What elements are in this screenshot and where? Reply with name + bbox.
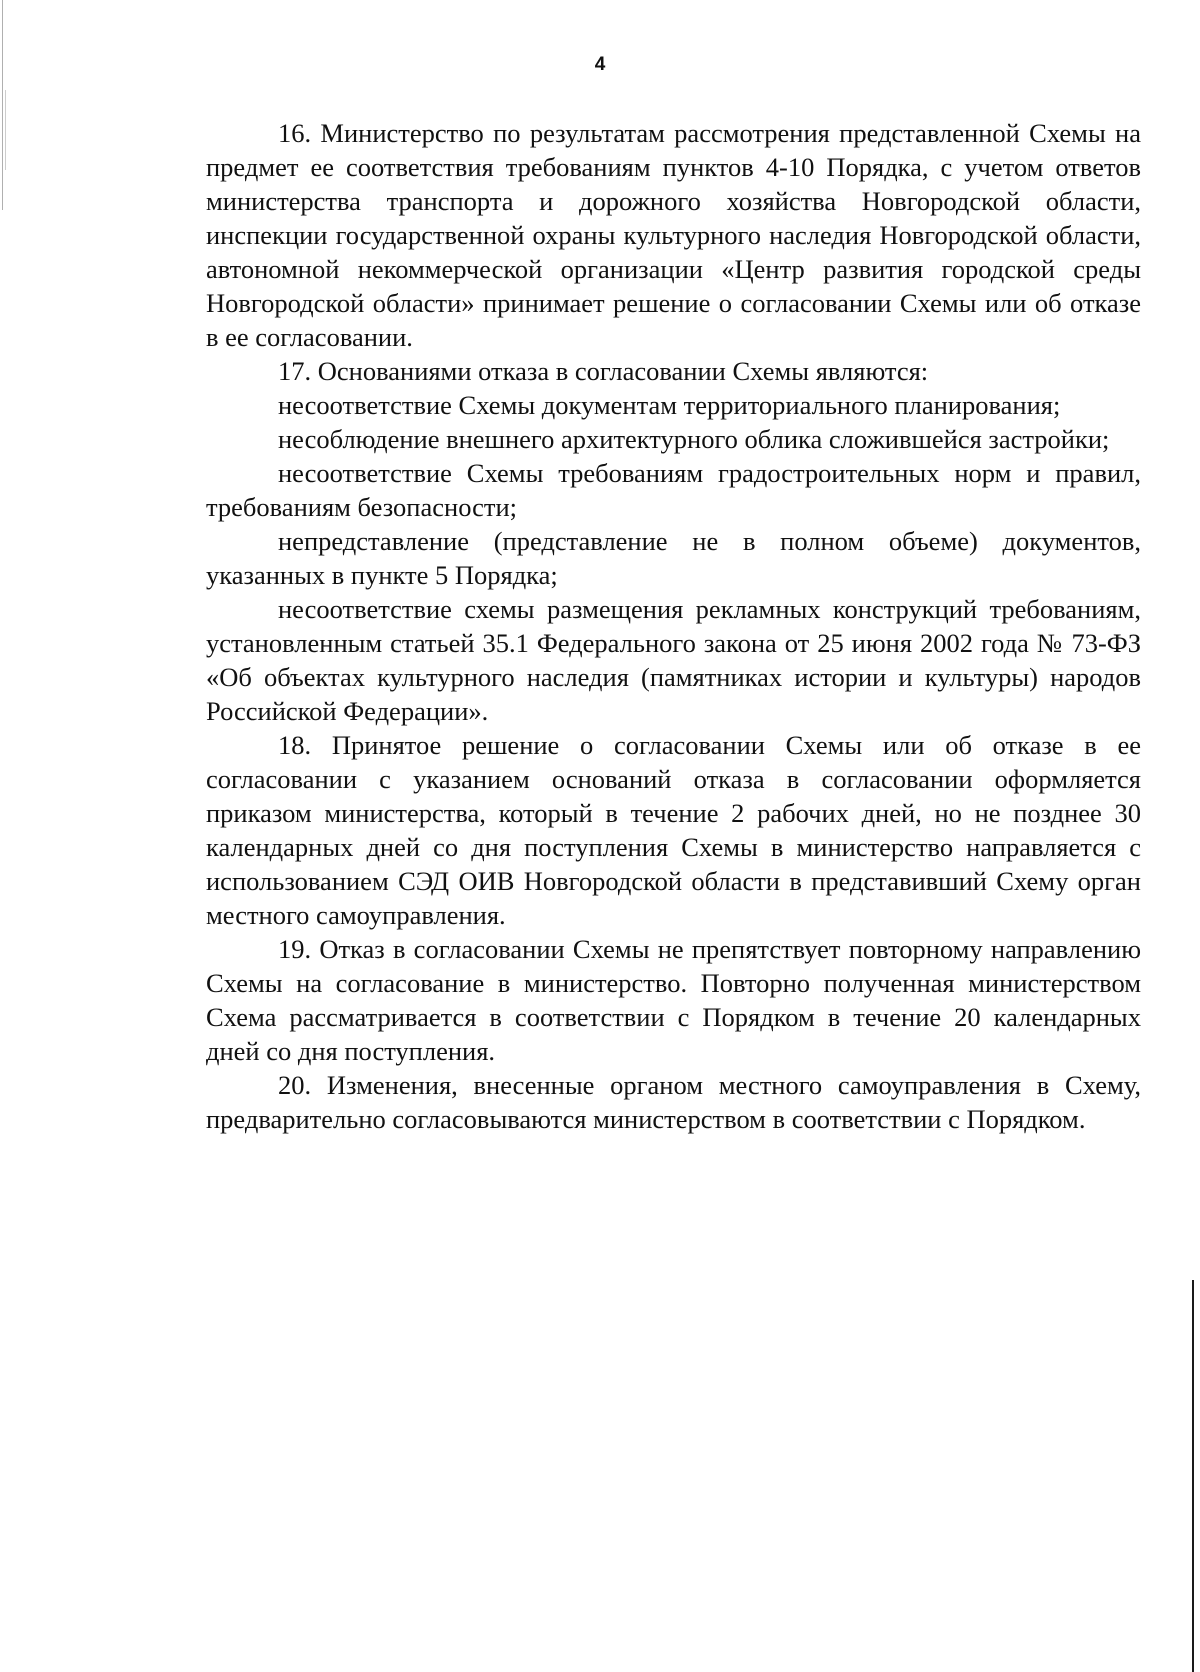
ground-3: несоответствие Схемы требованиям градостроительных норм и правил, требованиям безопасности; <box>206 458 1141 522</box>
scan-edge-left <box>2 0 3 210</box>
paragraph-16: 16. Министерство по результатам рассмотрения представленной Схемы на предмет ее соответствия требованиям пунктов 4-10 Порядка, с учетом ответов министерства транспорта и дорожного хозяйства Новгородской области, инспекции государственной охраны культурного наследия Новгородской области, автономной некоммерческой организации «Центр развития городской среды Новгородской области» принимает решение о согласовании Схемы или об отказе в ее согласовании. <box>206 118 1141 352</box>
document-body <box>206 116 1141 1136</box>
paragraph-20: 20. Изменения, внесенные органом местного самоуправления в Схему, предварительно согласовываются министерством в соответствии с Порядком. <box>206 1070 1141 1134</box>
paragraph-18: 18. Принятое решение о согласовании Схемы или об отказе в ее согласовании с указанием оснований отказа в согласовании оформляется приказом министерства, который в течение 2 рабочих дней, но не позднее 30 календарных дней со дня поступления Схемы в министерство направляется с использованием СЭД ОИВ Новгородской области в представивший Схему орган местного самоуправления. <box>206 730 1141 930</box>
ground-1: несоответствие Схемы документам территориального планирования; <box>278 390 1061 420</box>
page-number: 4 <box>594 54 606 75</box>
scan-edge-right <box>1192 1280 1194 1672</box>
ground-2: несоблюдение внешнего архитектурного облика сложившейся застройки; <box>278 424 1110 454</box>
paragraph-17: 17. Основаниями отказа в согласовании Схемы являются: <box>278 356 929 386</box>
paragraph-19: 19. Отказ в согласовании Схемы не препятствует повторному направлению Схемы на согласование в министерство. Повторно полученная министерством Схема рассматривается в соответствии с Порядком в течение 20 календарных дней со дня поступления. <box>206 934 1141 1066</box>
ground-4: непредставление (представление не в полном объеме) документов, указанных в пункте 5 Порядка; <box>206 526 1141 590</box>
ground-5: несоответствие схемы размещения рекламных конструкций требованиям, установленным статьей 35.1 Федерального закона от 25 июня 2002 года № 73-ФЗ «Об объектах культурного наследия (памятниках истории и культуры) народов Российской Федерации». <box>206 594 1141 726</box>
scan-edge-left-secondary <box>5 90 6 170</box>
